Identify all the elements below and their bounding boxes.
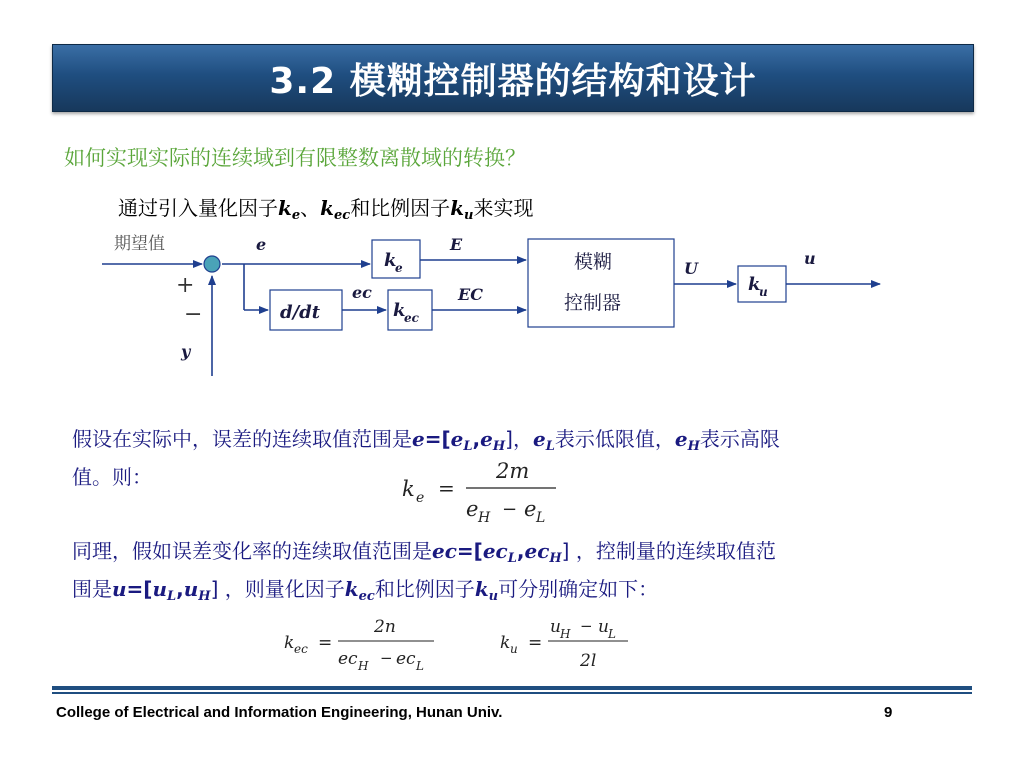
fku-k: k <box>500 633 511 653</box>
p2-text3: 围是 <box>72 577 112 601</box>
ec-label: ec <box>352 283 372 302</box>
p1-eL2-sub: L <box>545 439 555 454</box>
fkec-den-b-sub: L <box>416 659 424 673</box>
p1-eL: e <box>450 427 464 451</box>
intro-pre: 通过引入量化因子 <box>118 196 278 220</box>
p2-ec: ec <box>432 539 457 563</box>
p2-k2: k <box>474 577 489 601</box>
fke-den-b: e <box>524 497 537 521</box>
fku-num-b: u <box>598 617 609 637</box>
fkec-den-b: ec <box>396 649 416 669</box>
p2-ecL: ec <box>482 539 508 563</box>
p1-text4: 表示高限 <box>699 427 780 451</box>
fku-eq: = <box>528 633 543 653</box>
fkec-den-a: ec <box>338 649 358 669</box>
minus-sign: − <box>184 302 203 327</box>
e-label: e <box>256 235 267 254</box>
u-label: u <box>804 249 816 268</box>
p2-k2-sub: u <box>488 589 499 604</box>
p1-eH2-sub: H <box>687 439 700 454</box>
block-diagram <box>0 225 1024 385</box>
fku-num-a: u <box>550 617 561 637</box>
fkec-den-a-sub: H <box>358 659 369 673</box>
p2-eq2: =[ <box>126 577 153 601</box>
p1-eL-sub: L <box>463 439 473 454</box>
p1-eL2: e <box>532 427 546 451</box>
p1-eq: =[ <box>424 427 451 451</box>
p2-k1-sub: ec <box>358 589 375 604</box>
fuzzy-label-2: 控制器 <box>564 292 622 314</box>
footer-institution: College of Electrical and Information Engineering, Hunan Univ. <box>56 704 503 721</box>
p1-eH-sub: H <box>492 439 506 454</box>
p2-ecH: ec <box>524 539 550 563</box>
sum-node <box>204 256 220 272</box>
p2-comma: , <box>516 539 525 563</box>
ddt-text: d/dt <box>280 302 321 323</box>
ke-k: k <box>384 250 397 271</box>
intro-k3-sub: u <box>464 208 474 223</box>
fke-k-sub: e <box>416 490 425 506</box>
p2-comma2: , <box>176 577 184 601</box>
intro-mid: 和比例因子 <box>350 196 451 220</box>
plus-sign: + <box>176 273 195 298</box>
p2-k1: k <box>344 577 359 601</box>
p2-text5: 和比例因子 <box>374 577 475 601</box>
fke-k: k <box>402 477 415 501</box>
ke-sub: e <box>395 261 403 275</box>
fku-num-b-sub: L <box>608 627 616 641</box>
fkec-k-sub: ec <box>294 642 308 656</box>
intro-k1: k <box>278 196 292 220</box>
p1-comma: , <box>472 427 481 451</box>
intro-post: 来实现 <box>473 196 534 220</box>
formula-kec <box>278 612 448 678</box>
formula-ke <box>390 452 580 532</box>
U-label: U <box>684 259 698 278</box>
fku-k-sub: u <box>510 642 518 656</box>
page-number: 9 <box>884 704 893 721</box>
p1-eH: e <box>480 427 493 451</box>
p1-eH2: e <box>674 427 688 451</box>
p2-text6: 可分别确定如下： <box>498 577 659 601</box>
p2-text4: ] ，则量化因子 <box>210 577 345 601</box>
formula-ku <box>496 612 646 678</box>
p1-text1: 假设在实际中，误差的连续取值范围是 <box>72 427 412 451</box>
intro-k1-sub: e <box>291 208 301 223</box>
fkec-num: 2n <box>374 617 396 637</box>
ku-k: k <box>748 274 761 295</box>
fke-den-a-sub: H <box>478 510 491 526</box>
fkec-minus: − <box>380 649 393 667</box>
fke-den-b-sub: L <box>536 510 546 526</box>
p2-eq: =[ <box>456 539 483 563</box>
p1-text3: 表示低限值， <box>554 427 675 451</box>
p2-uL: u <box>152 577 167 601</box>
intro-sep: 、 <box>300 196 321 220</box>
E-label: E <box>450 235 463 254</box>
p2-u: u <box>112 577 127 601</box>
fkec-k: k <box>284 633 295 653</box>
fku-num-a-sub: H <box>560 627 571 641</box>
fkec-eq: = <box>318 633 333 653</box>
fku-den: 2l <box>580 651 597 671</box>
intro-k2: k <box>320 196 334 220</box>
p2-uH: u <box>183 577 199 601</box>
page-title: 3.2 模糊控制器的结构和设计 <box>269 60 757 102</box>
p2-ecL-sub: L <box>507 551 517 566</box>
ku-sub: u <box>759 285 768 299</box>
paragraph-2 <box>72 536 952 612</box>
title-bar <box>52 44 974 112</box>
p2-uL-sub: L <box>167 589 177 604</box>
fke-eq: = <box>438 476 455 500</box>
p2-text1: 同理，假如误差变化率的连续取值范围是 <box>72 539 432 563</box>
y-label: y <box>181 342 191 361</box>
fuzzy-label-1: 模糊 <box>574 251 613 273</box>
intro-k2-sub: ec <box>334 208 351 223</box>
fke-minus: − <box>502 499 518 520</box>
p1-text2: ]， <box>505 427 533 451</box>
p2-uH-sub: H <box>198 589 211 604</box>
p2-text2: ] ，控制量的连续取值范 <box>561 539 776 563</box>
kec-k: k <box>393 300 406 321</box>
footer-divider-thick <box>52 686 972 690</box>
intro-k3: k <box>450 196 465 220</box>
p1-line2: 值。则： <box>72 465 152 489</box>
setpoint-label: 期望值 <box>114 234 165 254</box>
question-text: 如何实现实际的连续域到有限整数离散域的转换？ <box>64 146 526 170</box>
fke-num: 2m <box>496 459 530 483</box>
p1-e: e <box>412 427 425 451</box>
EC-label: EC <box>458 285 483 304</box>
fku-minus: − <box>580 617 593 635</box>
footer-divider-thin <box>52 692 972 694</box>
kec-sub: ec <box>404 311 419 325</box>
intro-text <box>118 192 534 223</box>
p2-ecH-sub: H <box>549 551 562 566</box>
fke-den-a: e <box>466 497 479 521</box>
